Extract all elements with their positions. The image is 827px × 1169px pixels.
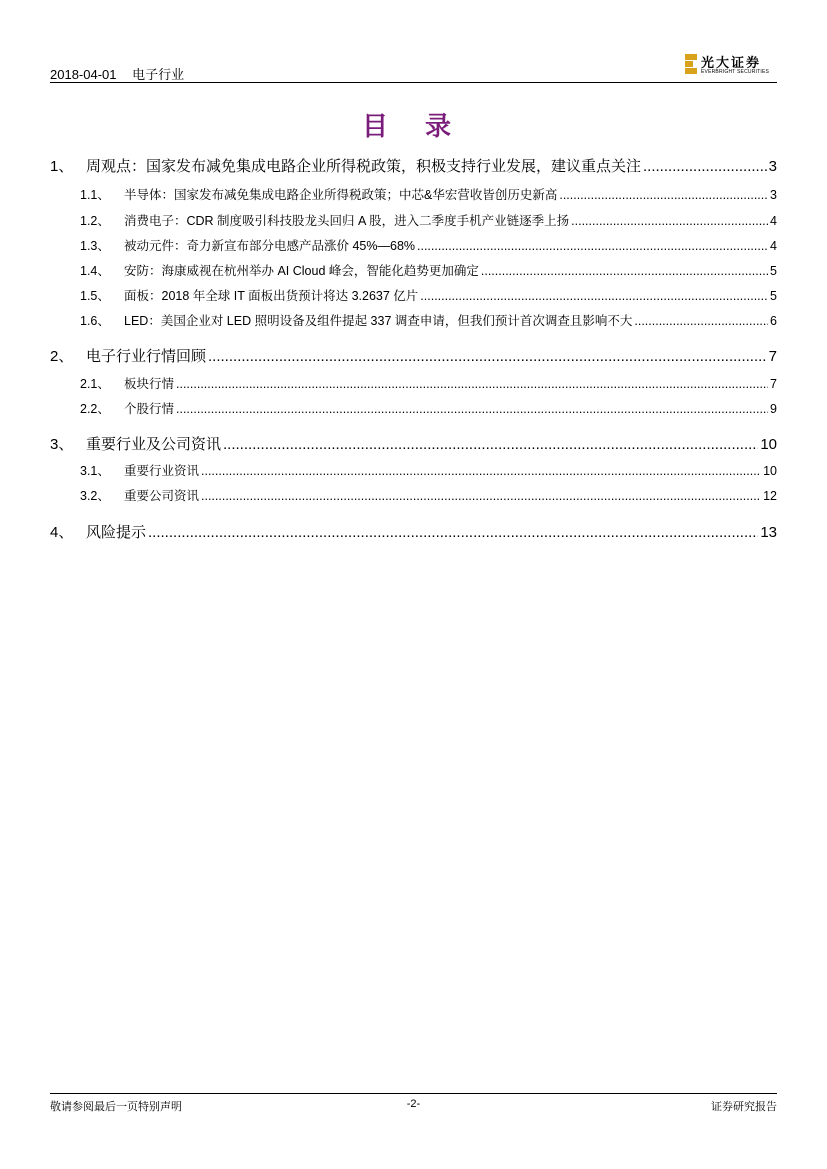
report-type: 证券研究报告 bbox=[711, 1101, 777, 1113]
toc-number: 1.3、 bbox=[80, 239, 110, 253]
toc-text: 安防：海康威视在杭州举办 AI Cloud 峰会，智能化趋势更加确定 bbox=[124, 264, 479, 278]
toc-entry-1-4[interactable] bbox=[50, 261, 777, 279]
toc-page: 4 bbox=[770, 239, 777, 253]
toc-page: 10 bbox=[760, 436, 777, 453]
toc-number: 1.5、 bbox=[80, 289, 110, 303]
toc-page: 10 bbox=[763, 464, 777, 478]
toc-leader bbox=[420, 289, 768, 303]
toc-number: 3.1、 bbox=[80, 464, 110, 478]
toc-page: 9 bbox=[770, 402, 777, 416]
toc-page: 13 bbox=[760, 524, 777, 541]
toc-text: 个股行情 bbox=[124, 402, 175, 416]
toc-leader bbox=[634, 314, 768, 328]
toc-page: 4 bbox=[770, 214, 777, 228]
toc-number: 1、 bbox=[50, 158, 74, 175]
toc-leader bbox=[559, 188, 768, 202]
toc-leader bbox=[643, 158, 767, 175]
toc-page: 5 bbox=[770, 264, 777, 278]
header-divider bbox=[50, 82, 777, 83]
toc-number: 2、 bbox=[50, 348, 74, 365]
toc-entry-1[interactable] bbox=[50, 155, 777, 176]
toc-title: 目 录 bbox=[361, 112, 466, 142]
toc-entry-1-5[interactable] bbox=[50, 286, 777, 304]
disclaimer-note: 敬请参阅最后一页特别声明 bbox=[50, 1101, 182, 1113]
toc-leader bbox=[148, 524, 758, 541]
toc-text: 重要行业资讯 bbox=[124, 464, 200, 478]
toc-text: 半导体：国家发布减免集成电路企业所得税政策；中芯&华宏营收皆创历史新高 bbox=[124, 188, 558, 202]
toc-entry-3-2[interactable] bbox=[50, 486, 777, 504]
toc-text: 面板：2018 年全球 IT 面板出货预计将达 3.2637 亿片 bbox=[124, 289, 419, 303]
toc-text: 周观点：国家发布减免集成电路企业所得税政策，积极支持行业发展，建议重点关注 bbox=[86, 158, 642, 175]
toc-text: 消费电子：CDR 制度吸引科技股龙头回归 A 股，进入二季度手机产业链逐季上扬 bbox=[124, 214, 570, 228]
page-footer bbox=[50, 1098, 777, 1114]
header-text bbox=[50, 64, 196, 83]
toc-page: 12 bbox=[763, 489, 777, 503]
toc-entry-1-3[interactable] bbox=[50, 236, 777, 254]
toc-number: 1.6、 bbox=[80, 314, 110, 328]
toc-number: 1.2、 bbox=[80, 214, 110, 228]
toc-text: 被动元件：奇力新宣布部分电感产品涨价 45%—68% bbox=[124, 239, 416, 253]
toc-text: 重要公司资讯 bbox=[124, 489, 200, 503]
toc-entry-3-1[interactable] bbox=[50, 461, 777, 479]
toc-number: 2.2、 bbox=[80, 402, 110, 416]
toc-number: 4、 bbox=[50, 524, 74, 541]
toc-entry-3[interactable] bbox=[50, 433, 777, 454]
toc-leader bbox=[481, 264, 768, 278]
toc-entry-2-1[interactable] bbox=[50, 374, 777, 392]
toc-page: 3 bbox=[770, 188, 777, 202]
logo-english: EVERBRIGHT SECURITIES bbox=[701, 69, 770, 75]
toc-entry-2[interactable] bbox=[50, 345, 777, 366]
toc-page: 7 bbox=[770, 377, 777, 391]
toc-entry-1-6[interactable] bbox=[50, 311, 777, 329]
page-header bbox=[50, 56, 777, 82]
industry-label: 电子行业 bbox=[132, 67, 185, 82]
page-number: -2- bbox=[406, 1098, 421, 1110]
logo-chinese: 光大证券 bbox=[701, 56, 762, 71]
report-date: 2018-04-01 bbox=[50, 67, 117, 82]
toc-leader bbox=[201, 464, 761, 478]
toc-text: 电子行业行情回顾 bbox=[86, 348, 207, 365]
toc-leader bbox=[417, 239, 768, 253]
toc-number: 3.2、 bbox=[80, 489, 110, 503]
toc-number: 2.1、 bbox=[80, 377, 110, 391]
toc-page: 6 bbox=[770, 314, 777, 328]
everbright-logo bbox=[685, 52, 777, 78]
toc-text: 重要行业及公司资讯 bbox=[86, 436, 222, 453]
toc-number: 1.1、 bbox=[80, 188, 110, 202]
toc-number: 3、 bbox=[50, 436, 74, 453]
toc-number: 1.4、 bbox=[80, 264, 110, 278]
logo-mark-icon bbox=[685, 54, 697, 74]
toc-text: 风险提示 bbox=[86, 524, 147, 541]
toc-text: LED：美国企业对 LED 照明设备及组件提起 337 调查申请，但我们预计首次调查且影响不大 bbox=[124, 314, 633, 328]
footer-divider bbox=[50, 1093, 777, 1094]
toc-leader bbox=[201, 489, 761, 503]
toc-leader bbox=[223, 436, 758, 453]
toc-page: 5 bbox=[770, 289, 777, 303]
toc-leader bbox=[176, 377, 768, 391]
toc-entry-1-1[interactable] bbox=[50, 185, 777, 203]
toc-leader bbox=[208, 348, 767, 365]
toc-text: 板块行情 bbox=[124, 377, 175, 391]
toc-entry-4[interactable] bbox=[50, 521, 777, 542]
toc-entry-2-2[interactable] bbox=[50, 399, 777, 417]
toc-page: 7 bbox=[768, 348, 777, 365]
toc-leader bbox=[571, 214, 768, 228]
toc-leader bbox=[176, 402, 768, 416]
toc-page: 3 bbox=[768, 158, 777, 175]
toc-entry-1-2[interactable] bbox=[50, 211, 777, 229]
